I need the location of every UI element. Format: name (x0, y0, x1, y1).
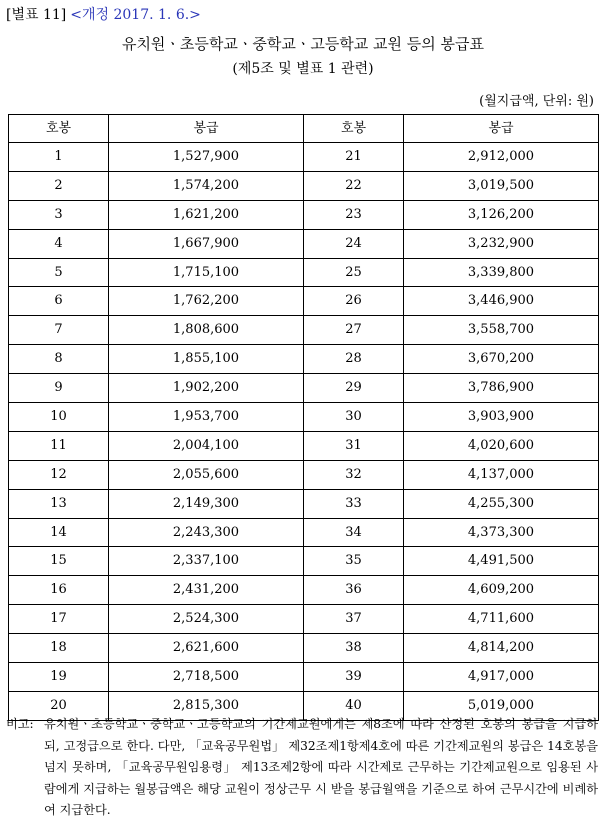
cell-pay-left: 1,855,100 (109, 345, 304, 374)
cell-pay-right: 4,711,600 (404, 605, 599, 634)
table-row (9, 143, 599, 172)
cell-grade-left: 13 (9, 489, 109, 518)
table-header-line (6, 6, 201, 24)
cell-grade-right: 33 (304, 489, 404, 518)
table-row (9, 518, 599, 547)
cell-pay-left: 2,149,300 (109, 489, 304, 518)
cell-pay-right: 4,609,200 (404, 576, 599, 605)
table-header-row (9, 115, 599, 143)
cell-grade-right: 35 (304, 547, 404, 576)
table-row (9, 431, 599, 460)
cell-pay-left: 2,718,500 (109, 663, 304, 692)
cell-grade-left: 6 (9, 287, 109, 316)
salary-table-body (9, 143, 599, 721)
cell-grade-left: 19 (9, 663, 109, 692)
table-row (9, 345, 599, 374)
cell-pay-right: 4,373,300 (404, 518, 599, 547)
cell-pay-right: 3,558,700 (404, 316, 599, 345)
cell-pay-right: 3,232,900 (404, 229, 599, 258)
table-row (9, 403, 599, 432)
header-pay-left: 봉급 (109, 115, 304, 143)
cell-grade-right: 24 (304, 229, 404, 258)
cell-pay-right: 3,670,200 (404, 345, 599, 374)
salary-table (8, 114, 599, 721)
table-row (9, 489, 599, 518)
cell-grade-right: 31 (304, 431, 404, 460)
cell-grade-left: 14 (9, 518, 109, 547)
cell-grade-left: 16 (9, 576, 109, 605)
table-row (9, 200, 599, 229)
cell-grade-right: 22 (304, 171, 404, 200)
header-grade-right: 호봉 (304, 115, 404, 143)
cell-grade-right: 30 (304, 403, 404, 432)
cell-pay-right: 3,126,200 (404, 200, 599, 229)
cell-grade-right: 37 (304, 605, 404, 634)
cell-pay-left: 1,527,900 (109, 143, 304, 172)
cell-pay-left: 2,524,300 (109, 605, 304, 634)
cell-pay-left: 2,243,300 (109, 518, 304, 547)
cell-grade-right: 39 (304, 663, 404, 692)
cell-grade-left: 5 (9, 258, 109, 287)
cell-grade-left: 10 (9, 403, 109, 432)
table-row (9, 663, 599, 692)
cell-pay-right: 4,491,500 (404, 547, 599, 576)
cell-pay-right: 4,814,200 (404, 634, 599, 663)
cell-grade-left: 7 (9, 316, 109, 345)
cell-grade-right: 38 (304, 634, 404, 663)
cell-grade-left: 11 (9, 431, 109, 460)
cell-pay-right: 3,339,800 (404, 258, 599, 287)
cell-pay-left: 2,337,100 (109, 547, 304, 576)
cell-pay-right: 4,020,600 (404, 431, 599, 460)
cell-grade-right: 27 (304, 316, 404, 345)
cell-pay-right: 4,255,300 (404, 489, 599, 518)
cell-grade-right: 36 (304, 576, 404, 605)
remarks-text: 유치원ㆍ초등학교ㆍ중학교ㆍ고등학교의 기간제교원에게는 제8조에 따라 산정된 호봉의 봉급을 지급하되, 고정급으로 한다. 다만, 「교육공무원법」 제32조제1항제4호에 따른 기간제교원의 봉급은 14호봉을 넘지 못하며, 「교육공무원임용령」 제13조제2항에 따라 시간제로 근무하는 기간제교원으로 임용된 사람에게 지급하는 월봉급액은 해당 교원이 정상근무 시 받을 봉급월액을 기준으로 하여 근무시간에 비례하여 지급한다. (44, 717, 598, 817)
cell-grade-right: 34 (304, 518, 404, 547)
cell-pay-left: 1,808,600 (109, 316, 304, 345)
cell-pay-left: 1,715,100 (109, 258, 304, 287)
cell-grade-left: 17 (9, 605, 109, 634)
cell-grade-right: 21 (304, 143, 404, 172)
cell-pay-left: 1,953,700 (109, 403, 304, 432)
cell-grade-left: 8 (9, 345, 109, 374)
cell-grade-right: 29 (304, 374, 404, 403)
table-row (9, 287, 599, 316)
table-row (9, 229, 599, 258)
cell-pay-right: 2,912,000 (404, 143, 599, 172)
header-pay-right: 봉급 (404, 115, 599, 143)
document-title: 유치원ㆍ초등학교ㆍ중학교ㆍ고등학교 교원 등의 봉급표 (121, 35, 485, 53)
cell-grade-right: 28 (304, 345, 404, 374)
table-row (9, 171, 599, 200)
table-row (9, 576, 599, 605)
table-row (9, 460, 599, 489)
cell-grade-left: 12 (9, 460, 109, 489)
table-row (9, 374, 599, 403)
cell-grade-left: 18 (9, 634, 109, 663)
table-row (9, 547, 599, 576)
cell-pay-right: 3,786,900 (404, 374, 599, 403)
table-number: [별표 11] (6, 7, 67, 23)
cell-pay-left: 2,621,600 (109, 634, 304, 663)
cell-pay-right: 3,446,900 (404, 287, 599, 316)
cell-grade-left: 3 (9, 200, 109, 229)
cell-pay-left: 1,621,200 (109, 200, 304, 229)
cell-pay-left: 2,815,300 (109, 691, 304, 720)
cell-grade-right: 25 (304, 258, 404, 287)
table-row (9, 605, 599, 634)
cell-grade-left: 20 (9, 691, 109, 720)
cell-pay-left: 1,667,900 (109, 229, 304, 258)
amendment-link[interactable]: <개정 2017. 1. 6.> (70, 7, 201, 23)
table-row (9, 258, 599, 287)
document-subtitle: (제5조 및 별표 1 관련) (232, 61, 374, 77)
cell-pay-right: 3,903,900 (404, 403, 599, 432)
header-grade-left: 호봉 (9, 115, 109, 143)
cell-pay-left: 1,574,200 (109, 171, 304, 200)
table-row (9, 316, 599, 345)
unit-note: (월지급액, 단위: 원) (479, 94, 594, 109)
cell-pay-left: 2,431,200 (109, 576, 304, 605)
cell-grade-left: 4 (9, 229, 109, 258)
cell-pay-right: 4,917,000 (404, 663, 599, 692)
cell-pay-left: 2,055,600 (109, 460, 304, 489)
cell-grade-right: 32 (304, 460, 404, 489)
cell-grade-left: 2 (9, 171, 109, 200)
cell-grade-right: 26 (304, 287, 404, 316)
remarks (6, 714, 598, 822)
cell-pay-left: 1,902,200 (109, 374, 304, 403)
cell-grade-right: 23 (304, 200, 404, 229)
cell-pay-right: 4,137,000 (404, 460, 599, 489)
remarks-label: 비고: (6, 717, 34, 731)
cell-grade-right: 40 (304, 691, 404, 720)
cell-pay-right: 5,019,000 (404, 691, 599, 720)
cell-grade-left: 1 (9, 143, 109, 172)
table-row (9, 634, 599, 663)
cell-pay-right: 3,019,500 (404, 171, 599, 200)
cell-pay-left: 2,004,100 (109, 431, 304, 460)
cell-pay-left: 1,762,200 (109, 287, 304, 316)
cell-grade-left: 9 (9, 374, 109, 403)
cell-grade-left: 15 (9, 547, 109, 576)
